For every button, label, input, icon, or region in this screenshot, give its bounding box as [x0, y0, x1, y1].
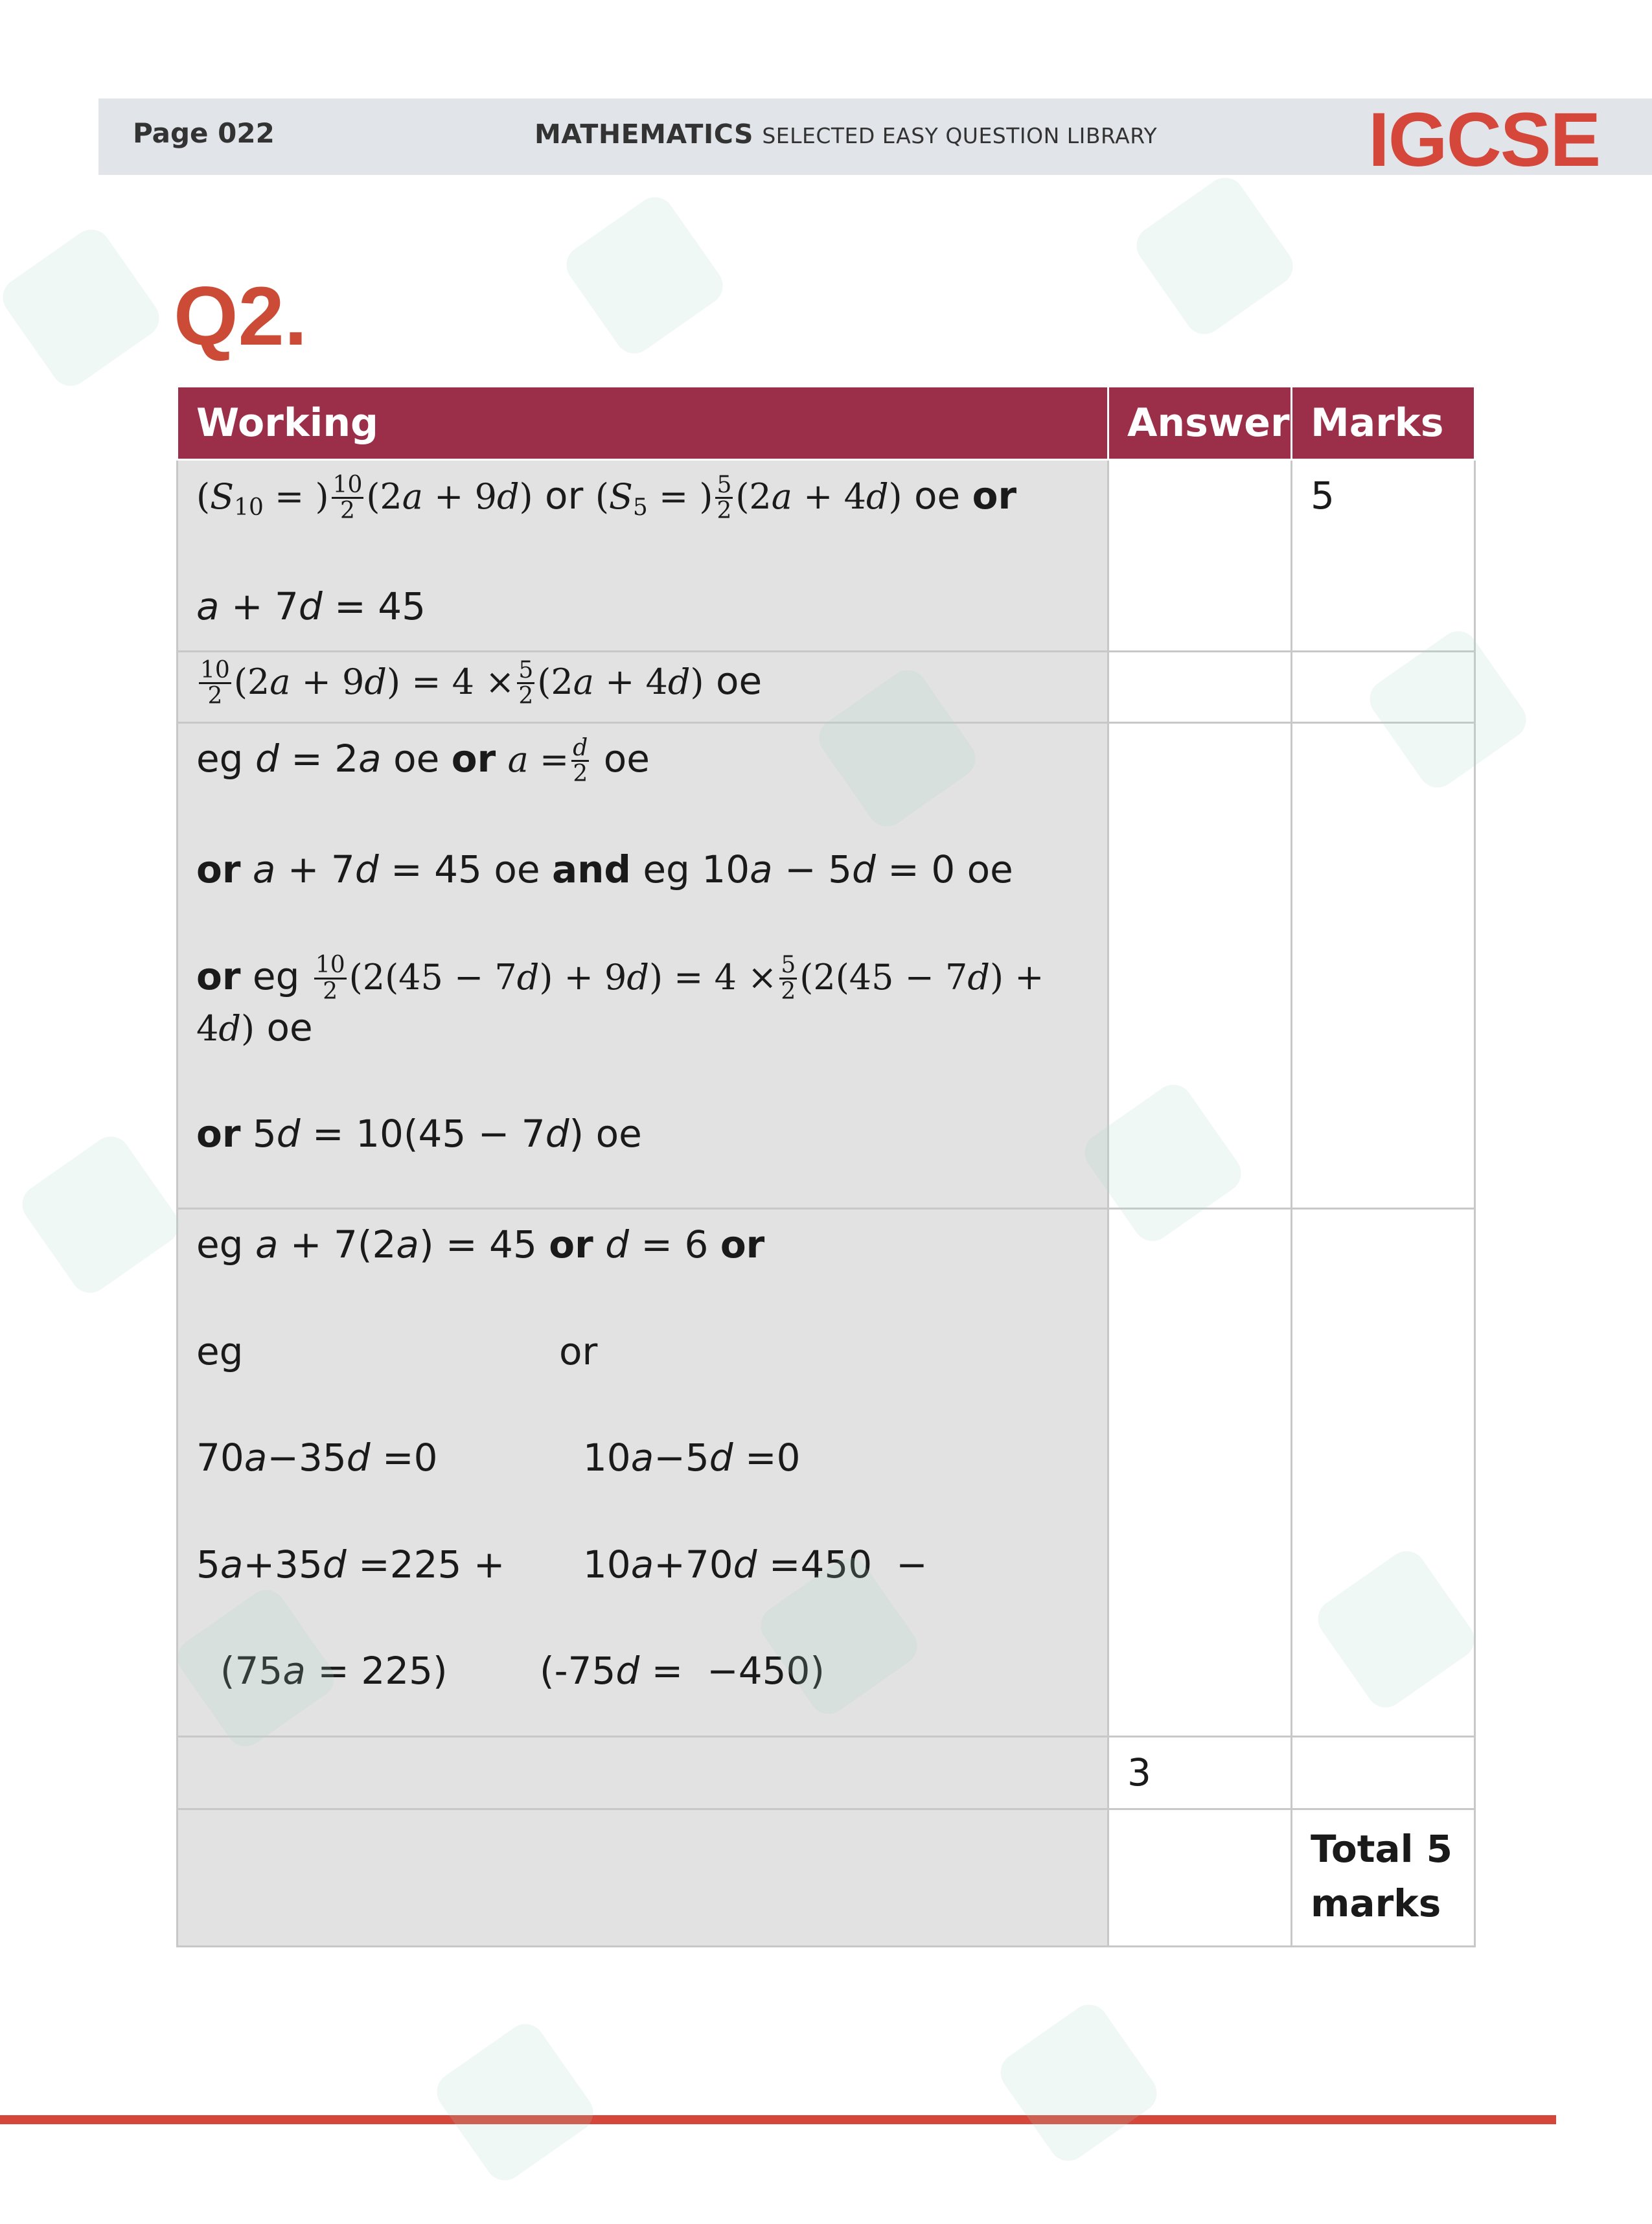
answer-cell	[1108, 460, 1292, 652]
marks-cell	[1292, 652, 1475, 723]
table-header-row	[178, 387, 1475, 460]
working-line: 70a−35d =0	[196, 1436, 438, 1480]
working-line: 5a+35d =225 +	[196, 1542, 505, 1587]
watermark-logo-icon	[559, 190, 731, 361]
col-answer: Answer	[1108, 387, 1292, 460]
table-row	[178, 460, 1475, 652]
table-row	[178, 1809, 1475, 1946]
document-title	[534, 119, 1157, 150]
working-line: (75a = 225)	[196, 1649, 448, 1693]
working-line: a + 7d = 45	[196, 584, 426, 629]
answer-cell	[1108, 1209, 1292, 1737]
marks-cell	[1292, 723, 1475, 1209]
marks-cell	[1292, 1737, 1475, 1809]
elimination-line-2	[196, 1541, 1089, 1588]
title-main: MATHEMATICS	[534, 119, 754, 150]
working-cell	[178, 460, 1108, 652]
working-line: 10a+70d =450 −	[559, 1542, 928, 1587]
working-line: $\frac{10}{2}$ (2a + 9d) = 4 × $\frac{5}{2}$ (2a + 4d) oe	[200, 656, 763, 710]
col-marks: Marks	[1292, 387, 1475, 460]
total-marks-cell: Total 5 marks	[1292, 1809, 1475, 1946]
table-row	[178, 652, 1475, 723]
working-line: 10a−5d =0	[559, 1436, 801, 1480]
marks-cell: 5	[1292, 460, 1475, 652]
marks-cell	[1292, 1209, 1475, 1737]
watermark-logo-icon	[430, 2017, 601, 2188]
working-line: (-75d = −450)	[540, 1649, 825, 1693]
elimination-labels	[196, 1328, 1089, 1375]
working-line: ($S_{10}$ = ) $\frac{10}{2}$ (2a + 9d) or ($S_5$ = ) $\frac{5}{2}$ (2a + 4d) oe or	[196, 471, 1017, 525]
working-line: or	[559, 1329, 598, 1373]
mark-scheme-table	[176, 387, 1476, 1947]
answer-cell	[1108, 1809, 1292, 1946]
col-working: Working	[178, 387, 1108, 460]
footer-divider	[0, 2115, 1556, 2124]
question-number: Q2.	[174, 270, 308, 363]
answer-cell	[1108, 723, 1292, 1209]
working-line: eg d = 2a oe or a = $\frac{d}{2}$ oe	[196, 734, 650, 788]
working-line: or 5d = 10(45 − 7d) oe	[196, 1112, 642, 1156]
answer-cell	[1108, 652, 1292, 723]
igcse-logo: IGCSE	[1368, 97, 1600, 183]
answer-cell: 3	[1108, 1737, 1292, 1809]
elimination-line-3	[196, 1647, 1089, 1695]
elimination-line-1	[196, 1434, 1089, 1482]
working-cell	[178, 1809, 1108, 1946]
working-line: eg	[196, 1329, 244, 1373]
working-cell	[178, 1209, 1108, 1737]
page-number: Page 022	[133, 117, 275, 149]
table-row	[178, 723, 1475, 1209]
working-line: eg a + 7(2a) = 45 or d = 6 or	[196, 1222, 765, 1267]
working-line: 4d) oe	[196, 1005, 313, 1049]
working-cell	[178, 652, 1108, 723]
table-row	[178, 1209, 1475, 1737]
working-line: or eg $\frac{10}{2}$ (2(45 − 7d) + 9d) = 4 × $\frac{5}{2}$ (2(45 − 7d) +	[196, 952, 1044, 1005]
watermark-logo-icon	[0, 222, 166, 394]
table-row	[178, 1737, 1475, 1809]
watermark-logo-icon	[15, 1129, 187, 1301]
working-cell	[178, 723, 1108, 1209]
watermark-logo-icon	[1129, 170, 1301, 342]
working-line: or a + 7d = 45 oe and eg 10a − 5d = 0 oe	[196, 847, 1013, 892]
title-sub: SELECTED EASY QUESTION LIBRARY	[762, 123, 1158, 148]
working-cell	[178, 1737, 1108, 1809]
watermark-logo-icon	[993, 1997, 1165, 2169]
